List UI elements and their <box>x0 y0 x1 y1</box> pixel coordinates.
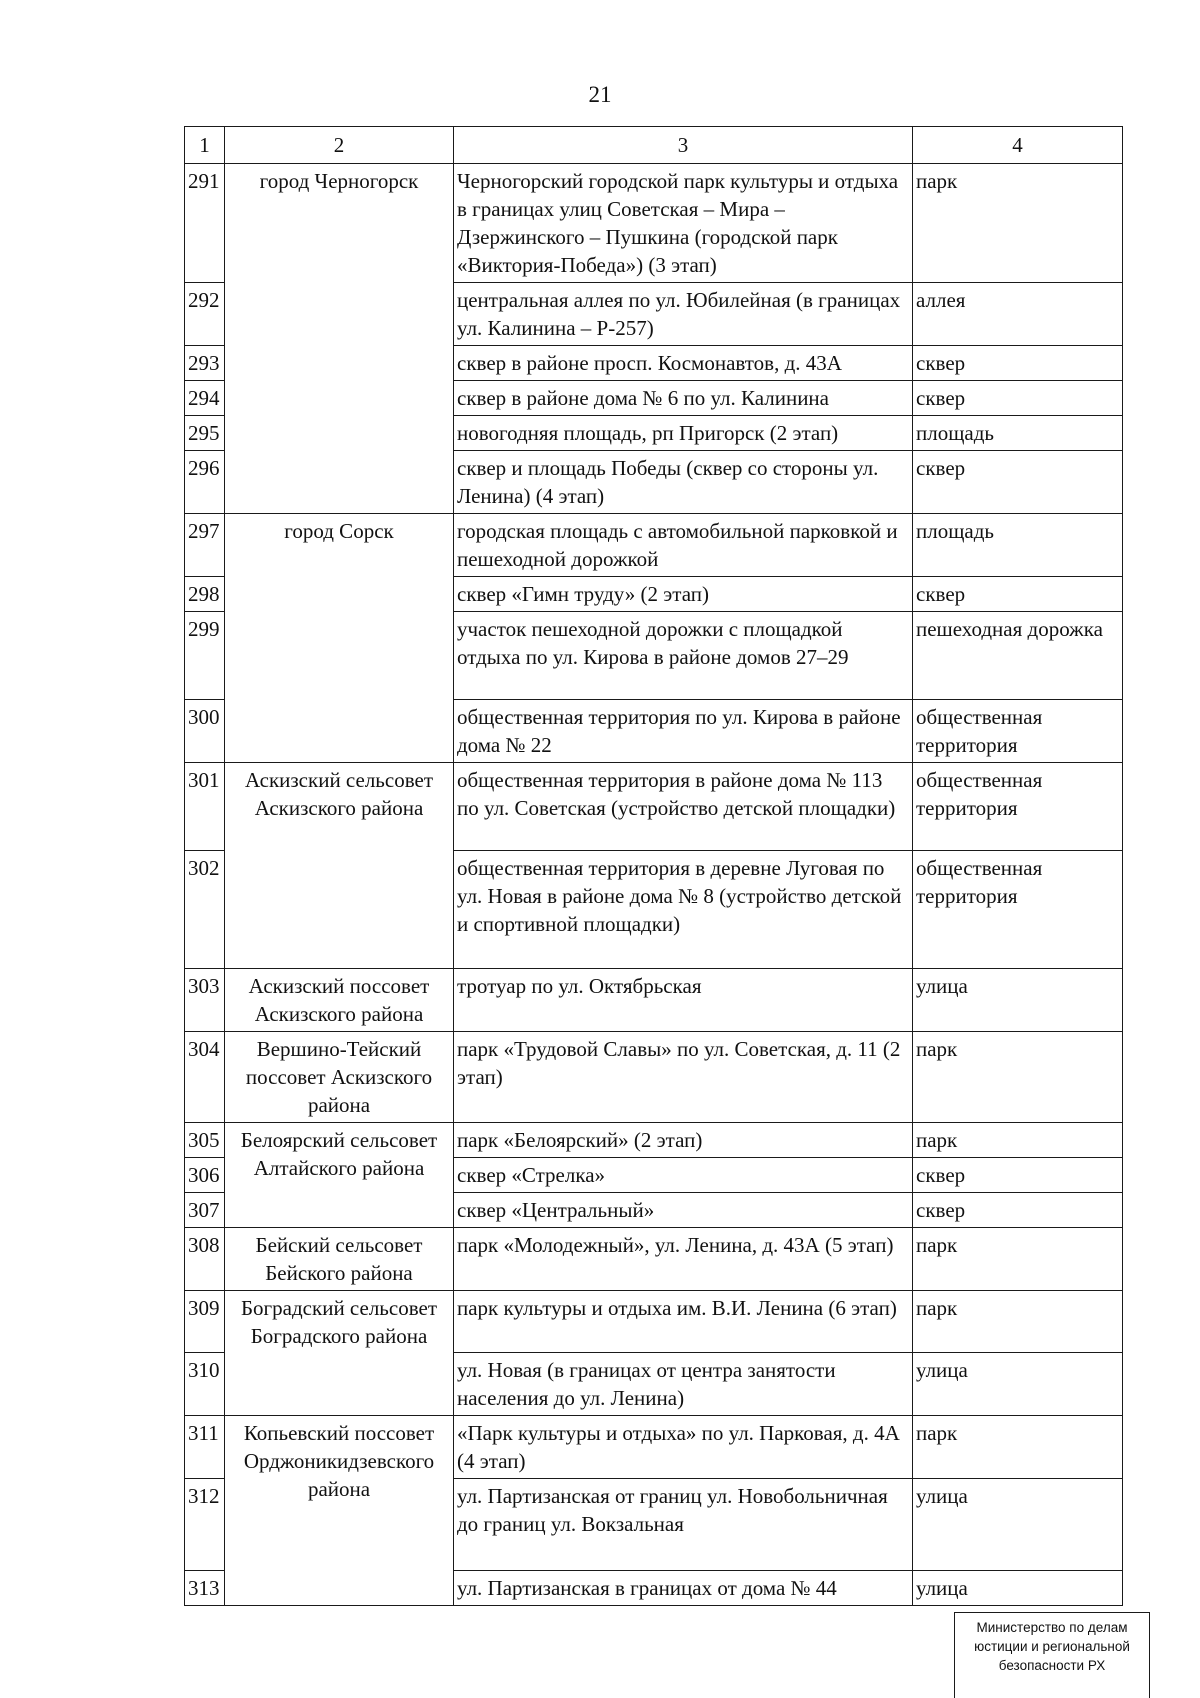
object-cell: ул. Партизанская в границах от дома № 44 <box>454 1571 913 1606</box>
object-cell: участок пешеходной дорожки с площадкой отдыха по ул. Кирова в районе домов 27–29 <box>454 612 913 700</box>
row-number: 298 <box>185 577 225 612</box>
object-cell: сквер и площадь Победы (сквер со стороны ул. Ленина) (4 этап) <box>454 451 913 514</box>
row-number: 302 <box>185 851 225 969</box>
object-cell: сквер «Гимн труду» (2 этап) <box>454 577 913 612</box>
type-cell: улица <box>913 969 1123 1032</box>
object-cell: городская площадь с автомобильной парковкой и пешеходной дорожкой <box>454 514 913 577</box>
type-cell: общественная территория <box>913 851 1123 969</box>
row-number: 295 <box>185 416 225 451</box>
type-cell: парк <box>913 1032 1123 1123</box>
municipality-cell: Копьевский поссовет Орджоникидзевского района <box>225 1416 454 1606</box>
object-cell: Черногорский городской парк культуры и отдыха в границах улиц Советская – Мира – Дзержинского – Пушкина (городской парк «Виктория-Победа») (3 этап) <box>454 164 913 283</box>
column-header: 1 <box>185 127 225 164</box>
object-cell: сквер «Центральный» <box>454 1193 913 1228</box>
type-cell: общественная территория <box>913 700 1123 763</box>
municipality-cell: город Черногорск <box>225 164 454 514</box>
table-row <box>185 1416 1123 1479</box>
table-header-row <box>185 127 1123 164</box>
object-cell: парк «Белоярский» (2 этап) <box>454 1123 913 1158</box>
stamp-line: юстиции и региональной <box>974 1639 1130 1654</box>
type-cell: площадь <box>913 416 1123 451</box>
row-number: 311 <box>185 1416 225 1479</box>
stamp-line: безопасности РХ <box>998 1658 1106 1673</box>
row-number: 299 <box>185 612 225 700</box>
object-cell: парк «Трудовой Славы» по ул. Советская, д. 11 (2 этап) <box>454 1032 913 1123</box>
page-number: 21 <box>588 82 612 107</box>
row-number: 310 <box>185 1353 225 1416</box>
object-cell: парк «Молодежный», ул. Ленина, д. 43А (5 этап) <box>454 1228 913 1291</box>
object-cell: ул. Новая (в границах от центра занятости населения до ул. Ленина) <box>454 1353 913 1416</box>
object-cell: сквер в районе дома № 6 по ул. Калинина <box>454 381 913 416</box>
row-number: 296 <box>185 451 225 514</box>
object-cell: новогодняя площадь, рп Пригорск (2 этап) <box>454 416 913 451</box>
objects-table <box>184 126 1123 1606</box>
type-cell: парк <box>913 1416 1123 1479</box>
type-cell: парк <box>913 1123 1123 1158</box>
type-cell: сквер <box>913 346 1123 381</box>
object-cell: тротуар по ул. Октябрьская <box>454 969 913 1032</box>
column-header: 4 <box>913 127 1123 164</box>
table-row <box>185 1032 1123 1123</box>
municipality-cell: Аскизский поссовет Аскизского района <box>225 969 454 1032</box>
municipality-cell: Белоярский сельсовет Алтайского района <box>225 1123 454 1228</box>
stamp-line: Министерство по делам <box>976 1620 1128 1635</box>
row-number: 308 <box>185 1228 225 1291</box>
object-cell: общественная территория по ул. Кирова в районе дома № 22 <box>454 700 913 763</box>
table-row <box>185 1228 1123 1291</box>
type-cell: парк <box>913 1291 1123 1353</box>
type-cell: аллея <box>913 283 1123 346</box>
column-header: 2 <box>225 127 454 164</box>
row-number: 309 <box>185 1291 225 1353</box>
object-cell: центральная аллея по ул. Юбилейная (в границах ул. Калинина – Р-257) <box>454 283 913 346</box>
type-cell: сквер <box>913 381 1123 416</box>
type-cell: парк <box>913 164 1123 283</box>
table-row <box>185 164 1123 283</box>
row-number: 307 <box>185 1193 225 1228</box>
type-cell: сквер <box>913 451 1123 514</box>
type-cell: улица <box>913 1571 1123 1606</box>
object-cell: парк культуры и отдыха им. В.И. Ленина (6 этап) <box>454 1291 913 1353</box>
municipality-cell: город Сорск <box>225 514 454 763</box>
table-row <box>185 1291 1123 1353</box>
table-row <box>185 514 1123 577</box>
type-cell: сквер <box>913 1158 1123 1193</box>
object-cell: «Парк культуры и отдыха» по ул. Парковая, д. 4А (4 этап) <box>454 1416 913 1479</box>
row-number: 304 <box>185 1032 225 1123</box>
ministry-stamp <box>954 1612 1150 1698</box>
row-number: 292 <box>185 283 225 346</box>
row-number: 294 <box>185 381 225 416</box>
row-number: 293 <box>185 346 225 381</box>
row-number: 306 <box>185 1158 225 1193</box>
table-row <box>185 1123 1123 1158</box>
row-number: 305 <box>185 1123 225 1158</box>
row-number: 291 <box>185 164 225 283</box>
column-header: 3 <box>454 127 913 164</box>
object-cell: общественная территория в деревне Луговая по ул. Новая в районе дома № 8 (устройство детской и спортивной площадки) <box>454 851 913 969</box>
type-cell: парк <box>913 1228 1123 1291</box>
row-number: 303 <box>185 969 225 1032</box>
row-number: 300 <box>185 700 225 763</box>
type-cell: сквер <box>913 577 1123 612</box>
municipality-cell: Боградский сельсовет Боградского района <box>225 1291 454 1416</box>
row-number: 313 <box>185 1571 225 1606</box>
object-cell: общественная территория в районе дома № 113 по ул. Советская (устройство детской площадки) <box>454 763 913 851</box>
type-cell: пешеходная дорожка <box>913 612 1123 700</box>
row-number: 301 <box>185 763 225 851</box>
type-cell: сквер <box>913 1193 1123 1228</box>
type-cell: улица <box>913 1479 1123 1571</box>
type-cell: общественная территория <box>913 763 1123 851</box>
table-row <box>185 969 1123 1032</box>
object-cell: ул. Партизанская от границ ул. Новобольничная до границ ул. Вокзальная <box>454 1479 913 1571</box>
object-cell: сквер «Стрелка» <box>454 1158 913 1193</box>
object-cell: сквер в районе просп. Космонавтов, д. 43А <box>454 346 913 381</box>
municipality-cell: Аскизский сельсовет Аскизского района <box>225 763 454 969</box>
municipality-cell: Вершино-Тейский поссовет Аскизского района <box>225 1032 454 1123</box>
type-cell: площадь <box>913 514 1123 577</box>
row-number: 312 <box>185 1479 225 1571</box>
municipality-cell: Бейский сельсовет Бейского района <box>225 1228 454 1291</box>
table-row <box>185 763 1123 851</box>
row-number: 297 <box>185 514 225 577</box>
type-cell: улица <box>913 1353 1123 1416</box>
